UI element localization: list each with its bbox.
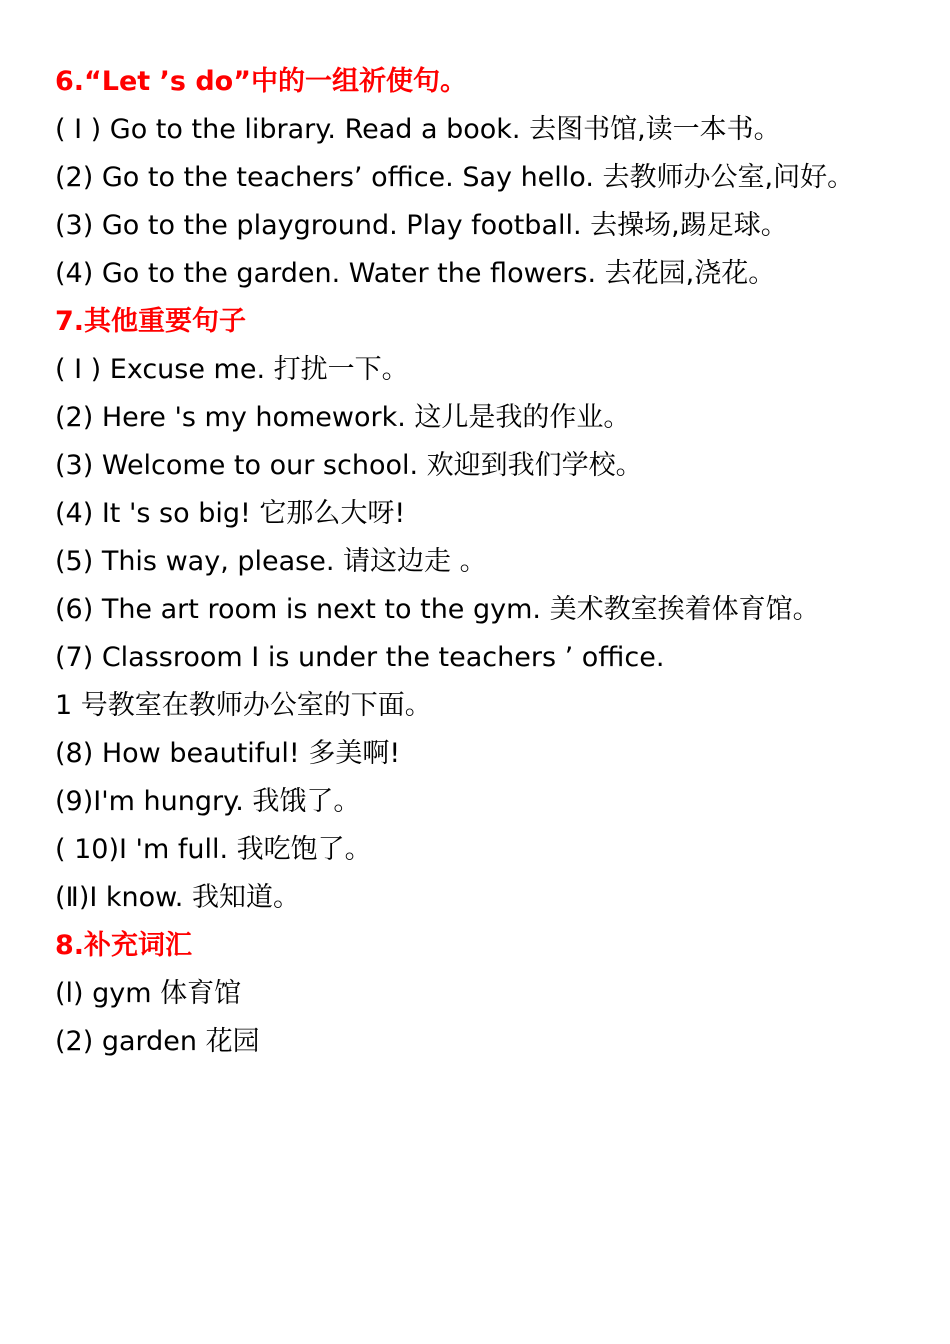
vocabulary-line: (2) garden 花园 bbox=[55, 1026, 260, 1057]
sentence-line: (6) The art room is next to the gym. 美术教室挨着体育馆。 bbox=[55, 594, 820, 625]
section-heading-vocabulary: 8.补充词汇 bbox=[55, 930, 193, 961]
sentence-line: ( I ) Excuse me. 打扰一下。 bbox=[55, 354, 409, 385]
sentence-line: (5) This way, please. 请这边走 。 bbox=[55, 546, 487, 577]
sentence-line: (7) Classroom I is under the teachers ’ office. bbox=[55, 642, 665, 673]
sentence-line: (3) Welcome to our school. 欢迎到我们学校。 bbox=[55, 450, 643, 481]
document-page bbox=[55, 58, 935, 1066]
sentence-line: (2) Here 's my homework. 这儿是我的作业。 bbox=[55, 402, 631, 433]
section-heading-important-sentences: 7.其他重要句子 bbox=[55, 306, 247, 337]
sentence-line: (4) It 's so big! 它那么大呀! bbox=[55, 498, 406, 529]
sentence-line: (2) Go to the teachers’ office. Say hello. 去教师办公室,问好。 bbox=[55, 162, 855, 193]
sentence-line: ( I ) Go to the library. Read a book. 去图书馆,读一本书。 bbox=[55, 114, 781, 145]
sentence-line: (9)I'm hungry. 我饿了。 bbox=[55, 786, 361, 817]
sentence-line: (8) How beautiful! 多美啊! bbox=[55, 738, 401, 769]
sentence-line: ( 10)I 'm full. 我吃饱了。 bbox=[55, 834, 372, 865]
sentence-line: (Ⅱ)I know. 我知道。 bbox=[55, 882, 300, 913]
sentence-line: (3) Go to the playground. Play football. 去操场,踢足球。 bbox=[55, 210, 788, 241]
section-heading-imperatives: 6.“Let ’s do”中的一组祈使句。 bbox=[55, 66, 467, 97]
sentence-line: 1 号教室在教师办公室的下面。 bbox=[55, 690, 432, 721]
vocabulary-line: (l) gym 体育馆 bbox=[55, 978, 242, 1009]
sentence-line: (4) Go to the garden. Water the flowers. 去花园,浇花。 bbox=[55, 258, 776, 289]
